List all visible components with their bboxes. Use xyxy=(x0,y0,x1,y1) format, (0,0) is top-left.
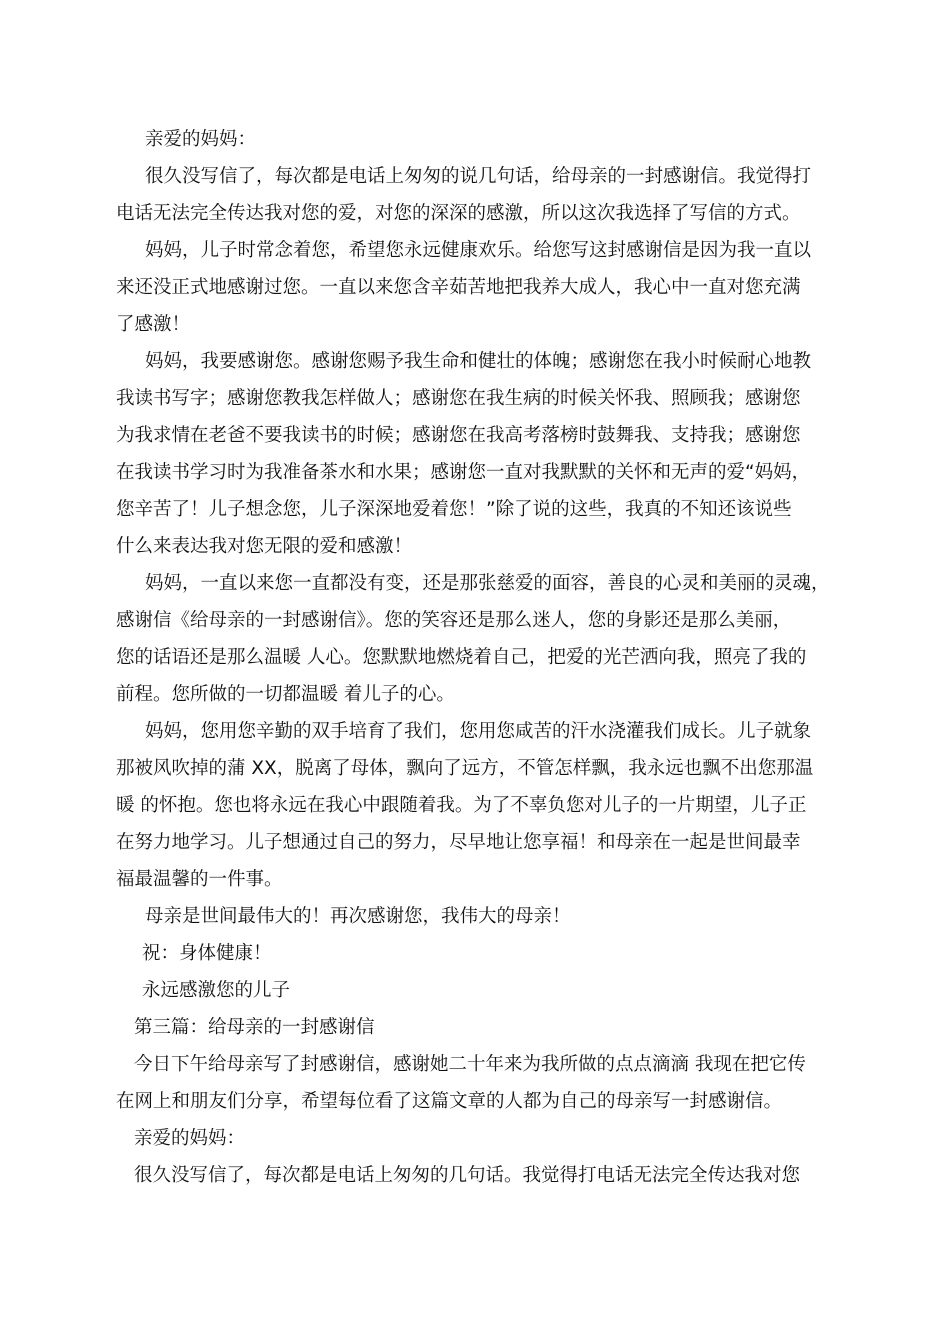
text-line: 亲爱的妈妈： xyxy=(145,129,257,150)
text-line: 福最温馨的一件事。 xyxy=(116,869,283,890)
section-heading: 第三篇：给母亲的一封感谢信 xyxy=(134,1017,375,1038)
text-line: 今日下午给母亲写了封感谢信，感谢她二十年来为我所做的点点滴滴 我现在把它传 xyxy=(134,1054,806,1075)
text-line: 很久没写信了，每次都是电话上匆匆的说几句话，给母亲的一封感谢信。我觉得打 xyxy=(145,166,812,187)
text-line: 在我读书学习时为我准备茶水和水果；感谢您一直对我默默的关怀和无声的爱“妈妈， xyxy=(116,462,811,483)
text-line: 我读书写字；感谢您教我怎样做人；感谢您在我生病的时候关怀我、照顾我；感谢您 xyxy=(116,388,801,409)
text-line: 妈妈，我要感谢您。感谢您赐予我生命和健壮的体魄；感谢您在我小时候耐心地教 xyxy=(145,351,812,372)
text-line: 在努力地学习。儿子想通过自己的努力，尽早地让您享福！和母亲在一起是世间最幸 xyxy=(116,832,801,853)
text-line: 了感激！ xyxy=(116,314,191,335)
text-line: 前程。您所做的一切都温暖 着儿子的心。 xyxy=(116,684,455,705)
text-line: 您的话语还是那么温暖 人心。您默默地燃烧着自己，把爱的光芒洒向我，照亮了我的 xyxy=(116,647,807,668)
text-line: 您辛苦了！儿子想念您，儿子深深地爱着您！”除了说的这些，我真的不知还该说些 xyxy=(116,499,792,520)
text-line: 母亲是世间最伟大的！再次感谢您，我伟大的母亲！ xyxy=(145,906,571,927)
text-line: 来还没正式地感谢过您。一直以来您含辛茹苦地把我养大成人，我心中一直对您充满 xyxy=(116,277,801,298)
text-line: 祝：身体健康！ xyxy=(142,943,272,964)
text-line: 暖 的怀抱。您也将永远在我心中跟随着我。为了不辜负您对儿子的一片期望，儿子正 xyxy=(116,795,807,816)
text-line: 永远感激您的儿子 xyxy=(142,980,291,1001)
text-line: 在网上和朋友们分享，希望每位看了这篇文章的人都为自己的母亲写一封感谢信。 xyxy=(116,1091,783,1112)
text-line: 什么来表达我对您无限的爱和感激！ xyxy=(116,536,413,557)
text-line: 电话无法完全传达我对您的爱，对您的深深的感激，所以这次我选择了写信的方式。 xyxy=(116,203,801,224)
text-line: 妈妈，儿子时常念着您，希望您永远健康欢乐。给您写这封感谢信是因为我一直以 xyxy=(145,240,812,261)
text-line: 很久没写信了，每次都是电话上匆匆的几句话。我觉得打电话无法完全传达我对您 xyxy=(134,1165,801,1186)
text-line: 妈妈，一直以来您一直都没有变，还是那张慈爱的面容，善良的心灵和美丽的灵魂， xyxy=(145,573,830,594)
text-line: 感谢信《给母亲的一封感谢信》。您的笑容还是那么迷人，您的身影还是那么美丽， xyxy=(116,610,792,631)
text-line: 为我求情在老爸不要我读书的时候；感谢您在我高考落榜时鼓舞我、支持我；感谢您 xyxy=(116,425,801,446)
text-line: 那被风吹掉的蒲 XX，脱离了母体，飘向了远方，不管怎样飘，我永远也飘不出您那温 xyxy=(116,758,814,779)
text-line: 妈妈，您用您辛勤的双手培育了我们，您用您咸苦的汗水浇灌我们成长。儿子就象 xyxy=(145,721,812,742)
text-line: 亲爱的妈妈： xyxy=(134,1128,246,1149)
